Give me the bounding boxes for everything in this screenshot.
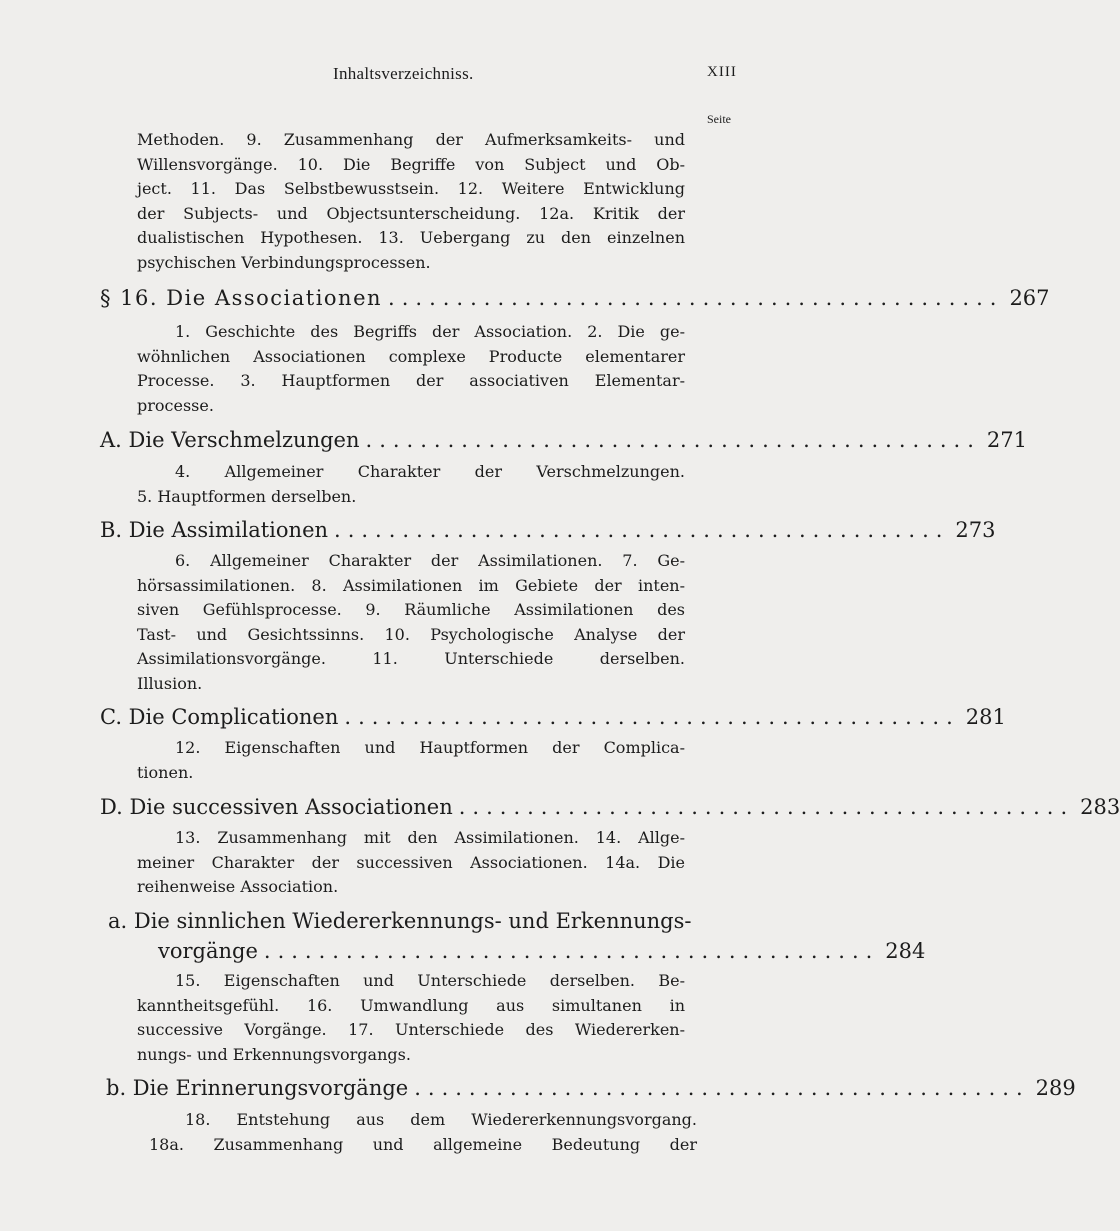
text-line: tionen. xyxy=(137,762,194,782)
toc-entry-description xyxy=(137,460,685,509)
leader-dots: ............................................. xyxy=(263,939,880,963)
text-line: processe. xyxy=(137,395,214,415)
text-line: dualistischen Hypothesen. 13. Uebergang zu den einzelnen xyxy=(137,228,685,248)
toc-entry-successive-associationen[interactable] xyxy=(100,795,1120,819)
toc-page-number: 281 xyxy=(965,705,1006,729)
text-line: 5. Hauptformen derselben. xyxy=(137,486,357,506)
leader-dots: ............................................. xyxy=(365,428,981,452)
text-line: der Subjects- und Objectsunterscheidung. 12a. Kritik der xyxy=(137,203,685,223)
toc-entry-label: C. Die Complicationen xyxy=(100,705,339,729)
leader-dots: ............................................. xyxy=(414,1076,1030,1100)
text-line: Tast- und Gesichtssinns. 10. Psychologische Analyse der xyxy=(137,624,685,644)
text-line: nungs- und Erkennungsvorgangs. xyxy=(137,1044,411,1064)
text-line: 4. Allgemeiner Charakter der Verschmelzungen. xyxy=(175,462,685,481)
text-line: siven Gefühlsprocesse. 9. Räumliche Assimilationen des xyxy=(137,600,685,620)
text-line: meiner Charakter der successiven Associationen. 14a. Die xyxy=(137,852,685,872)
intro-paragraph xyxy=(137,128,685,276)
toc-entry-description xyxy=(137,826,685,900)
text-line: wöhnlichen Associationen complexe Producte elementarer xyxy=(137,346,685,366)
toc-page-number: 267 xyxy=(1009,286,1050,310)
toc-entry-wiedererkennung[interactable] xyxy=(158,939,926,963)
seite-column-label: Seite xyxy=(707,112,731,126)
text-line: Methoden. 9. Zusammenhang der Aufmerksamkeits- und xyxy=(137,130,685,149)
toc-entry-label: a. Die sinnlichen Wiedererkennungs- und Erkennungs- xyxy=(108,909,692,933)
toc-entry-associationen[interactable] xyxy=(100,286,1050,310)
text-line: Processe. 3. Hauptformen der associativen Elementar- xyxy=(137,371,685,391)
text-line: hörsassimilationen. 8. Assimilationen im Gebiete der inten- xyxy=(137,575,685,595)
toc-page-number: 273 xyxy=(955,518,996,542)
toc-entry-complicationen[interactable] xyxy=(100,705,1006,729)
toc-page-number: 271 xyxy=(986,428,1027,452)
toc-entry-label: vorgänge xyxy=(158,939,258,963)
text-line: 18a. Zusammenhang und allgemeine Bedeutung der xyxy=(149,1134,697,1154)
text-line: 15. Eigenschaften und Unterschiede derselben. Be- xyxy=(175,971,685,990)
text-line: Illusion. xyxy=(137,673,203,693)
leader-dots: ............................................. xyxy=(334,518,950,542)
toc-entry-description xyxy=(137,549,685,697)
toc-entry-description xyxy=(137,1108,697,1157)
text-line: 13. Zusammenhang mit den Assimilationen. 14. Allge- xyxy=(175,828,685,847)
toc-entry-label: § 16. Die Associationen xyxy=(100,286,383,310)
text-line: 1. Geschichte des Begriffs der Association. 2. Die ge- xyxy=(175,322,685,341)
toc-page-number: 284 xyxy=(885,939,926,963)
text-line: reihenweise Association. xyxy=(137,877,339,897)
text-line: ject. 11. Das Selbstbewusstsein. 12. Weitere Entwicklung xyxy=(137,179,685,199)
toc-entry-assimilationen[interactable] xyxy=(100,518,996,542)
text-line: Willensvorgänge. 10. Die Begriffe von Subject und Ob- xyxy=(137,154,685,174)
leader-dots: ............................................. xyxy=(388,286,1004,310)
text-line: 6. Allgemeiner Charakter der Assimilationen. 7. Ge- xyxy=(175,551,685,570)
toc-entry-verschmelzungen[interactable] xyxy=(100,428,1027,452)
text-line: psychischen Verbindungsprocessen. xyxy=(137,252,431,272)
toc-entry-wiedererkennung-heading xyxy=(108,909,708,933)
toc-page-number: 283 xyxy=(1080,795,1120,819)
toc-entry-description xyxy=(137,969,685,1067)
toc-page-number: 289 xyxy=(1035,1076,1076,1100)
toc-entry-description xyxy=(137,736,685,785)
text-line: successive Vorgänge. 17. Unterschiede des Wiedererken- xyxy=(137,1020,685,1040)
text-line: kanntheitsgefühl. 16. Umwandlung aus simultanen in xyxy=(137,995,685,1015)
running-header-title: Inhaltsverzeichniss. xyxy=(333,64,474,83)
page-number: XIII xyxy=(707,64,737,80)
leader-dots: ............................................. xyxy=(458,795,1075,819)
leader-dots: ............................................. xyxy=(344,705,960,729)
toc-entry-description xyxy=(137,320,685,418)
text-line: Assimilationsvorgänge. 11. Unterschiede derselben. xyxy=(137,649,685,669)
text-line: 12. Eigenschaften und Hauptformen der Complica- xyxy=(175,738,685,757)
toc-entry-label: b. Die Erinnerungsvorgänge xyxy=(106,1076,409,1100)
toc-entry-label: D. Die successiven Associationen xyxy=(100,795,453,819)
toc-entry-erinnerungsvorgaenge[interactable] xyxy=(106,1076,1076,1100)
toc-entry-label: B. Die Assimilationen xyxy=(100,518,329,542)
toc-entry-label: A. Die Verschmelzungen xyxy=(100,428,360,452)
text-line: 18. Entstehung aus dem Wiedererkennungsvorgang. xyxy=(185,1110,697,1129)
